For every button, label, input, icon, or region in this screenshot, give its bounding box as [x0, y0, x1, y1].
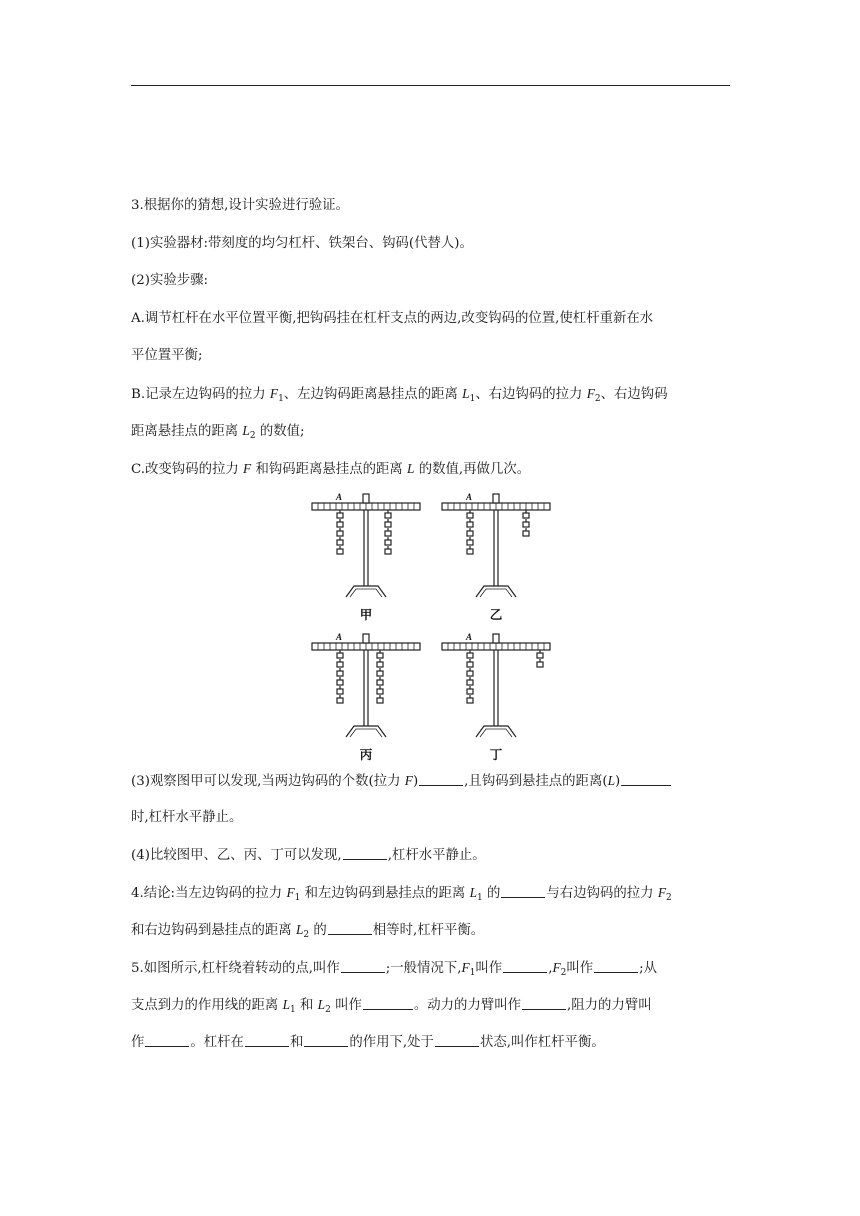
hook-weight — [537, 653, 543, 658]
stand-base — [476, 586, 516, 597]
hook-weight — [467, 671, 473, 676]
point-label-a: A — [335, 632, 343, 642]
blank[interactable] — [304, 1034, 348, 1047]
conclusion-4-line2: 和右边钩码到悬挂点的距离 $L_2$ 的 相等时,杠杆平衡。 — [131, 922, 485, 940]
hook-weight — [385, 522, 391, 527]
hook-weight — [385, 549, 391, 554]
hook-weight — [467, 662, 473, 667]
hook-weight — [377, 671, 383, 676]
stand-base — [350, 589, 382, 597]
hook-weight — [467, 698, 473, 703]
stand-base — [476, 726, 516, 737]
question-3-line2: 时,杠杆水平静止。 — [131, 810, 243, 825]
para-3-1: (1)实验器材:带刻度的均匀杠杆、铁架台、钩码(代替人)。 — [131, 236, 473, 251]
hook-weight — [385, 531, 391, 536]
stand-base — [480, 589, 512, 597]
hook-weight — [467, 653, 473, 658]
hook-weight — [337, 698, 343, 703]
figure-ding — [442, 634, 550, 737]
figure-yi — [442, 494, 550, 597]
point-label-a: A — [465, 492, 473, 502]
pivot-block — [363, 634, 369, 643]
hook-weight — [337, 531, 343, 536]
hook-weight — [377, 698, 383, 703]
figure-bing — [312, 634, 420, 737]
para-3-intro: 3.根据你的猜想,设计实验进行验证。 — [131, 198, 349, 213]
hook-weight — [377, 680, 383, 685]
blank[interactable] — [328, 922, 372, 935]
pivot-block — [493, 634, 499, 643]
hook-weight — [385, 513, 391, 518]
hook-weight — [337, 513, 343, 518]
blank[interactable] — [621, 773, 671, 786]
hook-weight — [467, 680, 473, 685]
stand-base — [480, 729, 512, 737]
hook-weight — [337, 540, 343, 545]
hook-weight — [537, 662, 543, 667]
hook-weight — [467, 531, 473, 536]
header-rule — [131, 85, 730, 86]
hook-weight — [377, 689, 383, 694]
item-5-line1: 5.如图所示,杠杆绕着转动的点,叫作 ;一般情况下$,F_1$叫作 $,F_2$叫作 ;从 — [131, 960, 658, 978]
hook-weight — [467, 540, 473, 545]
hook-weight — [467, 522, 473, 527]
point-label-a: A — [465, 632, 473, 642]
hook-weight — [337, 549, 343, 554]
step-c: C.改变钩码的拉力 F 和钩码距离悬挂点的距离 L 的数值,再做几次。 — [131, 461, 531, 477]
pivot-block — [493, 494, 499, 503]
hook-weight — [467, 689, 473, 694]
item-5-line2: 支点到力的作用线的距离 $L_1$ 和 $L_2$ 叫作 。动力的力臂叫作 ,阻力的力臂叫 — [131, 997, 652, 1015]
step-b-line2: 距离悬挂点的距离 $L_2$ 的数值; — [131, 423, 305, 441]
step-a-line1: A.调节杠杆在水平位置平衡,把钩码挂在杠杆支点的两边,改变钩码的位置,使杠杆重新在水 — [131, 311, 654, 326]
conclusion-4-line1: 4.结论:当左边钩码的拉力 $F_1$ 和左边钩码到悬挂点的距离 $L_1$ 的 与右边钩码的拉力 $F_2$ — [131, 885, 672, 903]
step-b-line1: B.记录左边钩码的拉力 $F_1$、左边钩码距离悬挂点的距离 $L_1$、右边钩码的拉力 $F_2$、右边钩码 — [131, 386, 668, 404]
blank[interactable] — [245, 1034, 289, 1047]
hook-weight — [523, 531, 529, 536]
blank[interactable] — [145, 1034, 189, 1047]
figure-label: 丙 — [359, 747, 373, 762]
hook-weight — [467, 513, 473, 518]
hook-weight — [337, 689, 343, 694]
stand-base — [346, 726, 386, 737]
hook-weight — [467, 549, 473, 554]
stand-base — [346, 586, 386, 597]
para-3-2: (2)实验步骤: — [131, 273, 209, 288]
question-4: (4)比较图甲、乙、丙、丁可以发现, ,杠杆水平静止。 — [131, 848, 486, 863]
hook-weight — [377, 662, 383, 667]
blank[interactable] — [363, 997, 413, 1010]
hook-weight — [385, 540, 391, 545]
figure-label: 乙 — [489, 607, 503, 622]
pivot-block — [363, 494, 369, 503]
stand-base — [350, 729, 382, 737]
item-5-line3: 作 。杠杆在 和 的作用下,处于 状态,叫作杠杆平衡。 — [131, 1035, 605, 1050]
hook-weight — [337, 653, 343, 658]
hook-weight — [337, 662, 343, 667]
hook-weight — [337, 671, 343, 676]
point-label-a: A — [335, 492, 343, 502]
blank[interactable] — [503, 960, 547, 973]
hook-weight — [337, 680, 343, 685]
hook-weight — [523, 522, 529, 527]
blank[interactable] — [522, 997, 566, 1010]
blank[interactable] — [343, 847, 387, 860]
figure-jia — [312, 494, 420, 597]
figure-label: 甲 — [359, 607, 373, 622]
lever-figures — [300, 484, 570, 762]
figure-label: 丁 — [489, 747, 503, 762]
question-3-line1: (3)观察图甲可以发现,当两边钩码的个数(拉力 F) ,且钩码到悬挂点的距离(L) — [131, 771, 731, 792]
blank[interactable] — [501, 885, 545, 898]
blank[interactable] — [341, 960, 385, 973]
step-a-line2: 平位置平衡; — [131, 348, 203, 363]
hook-weight — [523, 513, 529, 518]
blank[interactable] — [435, 1034, 479, 1047]
blank[interactable] — [419, 773, 463, 786]
blank[interactable] — [594, 960, 638, 973]
hook-weight — [377, 653, 383, 658]
hook-weight — [337, 522, 343, 527]
